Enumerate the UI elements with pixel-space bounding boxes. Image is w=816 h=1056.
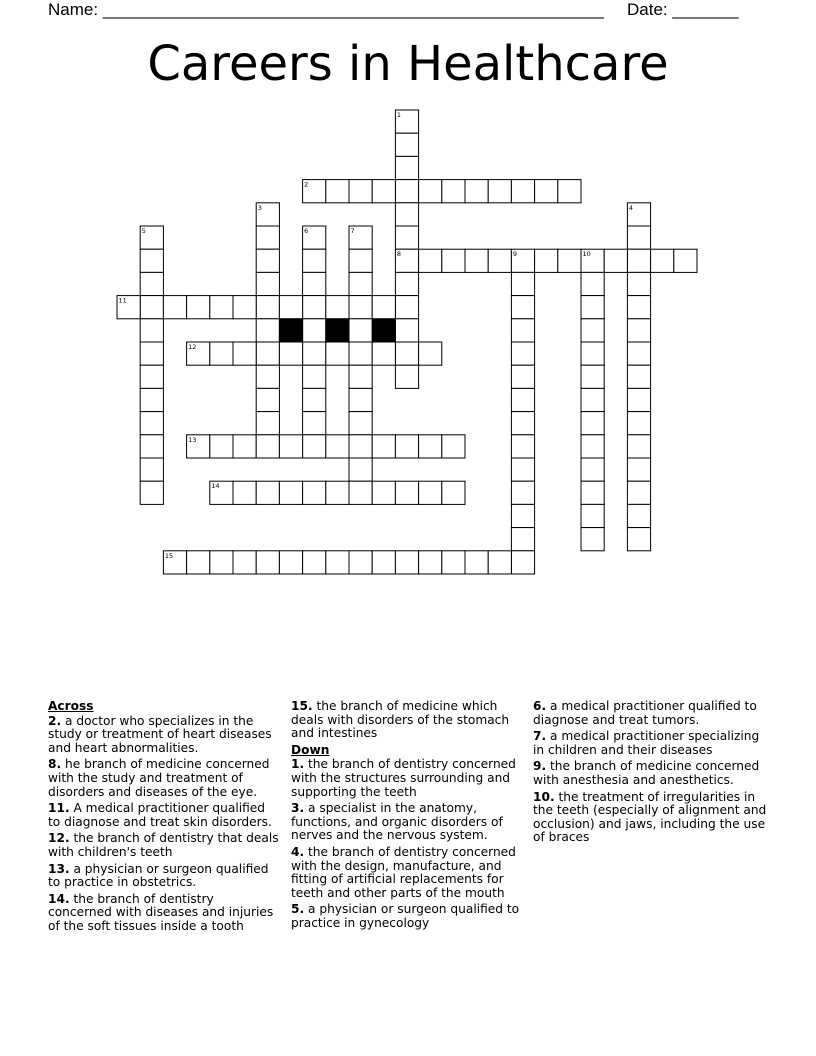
crossword-cell[interactable] [581, 272, 604, 295]
crossword-cell[interactable] [395, 296, 418, 319]
crossword-cell[interactable] [627, 296, 650, 319]
clue-down-7: 7. a medical practitioner specializing in children and their diseases [533, 729, 760, 757]
clue-number-label: 6 [304, 227, 309, 235]
crossword-black-cell [279, 319, 302, 342]
crossword-cell[interactable] [279, 296, 302, 319]
crossword-cell[interactable] [581, 481, 604, 504]
clue-number-label: 9 [512, 250, 518, 259]
crossword-cell[interactable] [674, 249, 697, 272]
crossword-cell[interactable] [233, 481, 256, 504]
crossword-cell[interactable] [442, 180, 465, 203]
down-heading: Down [291, 742, 330, 757]
crossword-cell[interactable] [395, 203, 418, 226]
crossword-cell[interactable] [140, 249, 163, 272]
crossword-black-cell [372, 319, 395, 342]
crossword-cell[interactable] [604, 249, 627, 272]
crossword-cell[interactable] [627, 528, 650, 551]
crossword-cell[interactable] [256, 296, 279, 319]
crossword-cell[interactable] [303, 319, 326, 342]
crossword-cell[interactable] [372, 296, 395, 319]
crossword-cell[interactable] [303, 412, 326, 435]
crossword-cell[interactable] [349, 296, 372, 319]
crossword-cell[interactable] [256, 319, 279, 342]
crossword-cell[interactable] [395, 156, 418, 179]
crossword-cell[interactable] [395, 226, 418, 249]
crossword-cell[interactable] [140, 319, 163, 342]
crossword-cell[interactable] [581, 388, 604, 411]
crossword-cell[interactable] [210, 342, 233, 365]
crossword-cell[interactable] [140, 272, 163, 295]
crossword-cell[interactable] [395, 365, 418, 388]
clues-column-2 [291, 700, 527, 934]
clue-down-1: 1. the branch of dentistry concerned with the structures surrounding and supporting the teeth [291, 757, 516, 799]
crossword-cell[interactable] [627, 249, 650, 272]
clue-down-5: 5. a physician or surgeon qualified to practice in gynecology [291, 902, 520, 930]
clue-number-label: 1 [396, 111, 402, 119]
crossword-cell[interactable] [210, 435, 233, 458]
crossword-cell[interactable] [349, 388, 372, 411]
crossword-cell[interactable] [326, 296, 349, 319]
crossword-cell[interactable] [279, 435, 302, 458]
crossword-cell[interactable] [581, 504, 604, 527]
clues-column-1 [48, 700, 280, 937]
crossword-cell[interactable] [326, 435, 349, 458]
clue-number-label: 2 [304, 180, 309, 189]
clue-number-label: 11 [118, 296, 127, 305]
crossword-cell[interactable] [372, 551, 395, 574]
crossword-cell[interactable] [349, 249, 372, 272]
crossword-cell[interactable] [627, 272, 650, 295]
crossword-cell[interactable] [627, 481, 650, 504]
crossword-cell[interactable] [187, 551, 210, 574]
crossword-cell[interactable] [511, 412, 534, 435]
page-title: Careers in Healthcare [147, 36, 669, 92]
clue-down-6: 6. a medical practitioner qualified to diagnose and treat tumors. [533, 699, 757, 727]
crossword-cell[interactable] [326, 342, 349, 365]
crossword-cell[interactable] [581, 528, 604, 551]
crossword-cell[interactable] [256, 412, 279, 435]
crossword-cell[interactable] [256, 272, 279, 295]
crossword-cell[interactable] [535, 249, 558, 272]
crossword-cell[interactable] [256, 481, 279, 504]
crossword-cell[interactable] [558, 180, 581, 203]
crossword-cell[interactable] [395, 272, 418, 295]
clue-number-label: 14 [211, 482, 220, 491]
crossword-cell[interactable] [303, 342, 326, 365]
crossword-cell[interactable] [256, 226, 279, 249]
crossword-cell[interactable] [511, 388, 534, 411]
crossword-cell[interactable] [651, 249, 674, 272]
crossword-cell[interactable] [303, 435, 326, 458]
crossword-cell[interactable] [511, 504, 534, 527]
crossword-cell[interactable] [349, 342, 372, 365]
crossword-cell[interactable] [210, 551, 233, 574]
clue-down-4: 4. the branch of dentistry concerned with the design, manufacture, and fitting of artificial replacements for teeth and other parts of the mouth [291, 844, 516, 900]
crossword-cell[interactable] [442, 435, 465, 458]
crossword-cell[interactable] [581, 319, 604, 342]
crossword-cell[interactable] [488, 551, 511, 574]
clue-across-12: 12. the branch of dentistry that deals with children's teeth [48, 831, 279, 859]
crossword-cell[interactable] [256, 388, 279, 411]
clue-number-label: 4 [628, 203, 634, 212]
crossword-cell[interactable] [303, 272, 326, 295]
crossword-cell[interactable] [511, 272, 534, 295]
crossword-cell[interactable] [349, 458, 372, 481]
crossword-cell[interactable] [581, 296, 604, 319]
crossword-cell[interactable] [395, 481, 418, 504]
crossword-cell[interactable] [465, 551, 488, 574]
crossword-cell[interactable] [349, 551, 372, 574]
crossword-cell[interactable] [279, 481, 302, 504]
crossword-cell[interactable] [627, 388, 650, 411]
crossword-cell[interactable] [326, 180, 349, 203]
crossword-cell[interactable] [303, 296, 326, 319]
crossword-cell[interactable] [395, 551, 418, 574]
crossword-cell[interactable] [581, 412, 604, 435]
crossword-cell[interactable] [303, 481, 326, 504]
crossword-cell[interactable] [511, 458, 534, 481]
crossword-cell[interactable] [140, 481, 163, 504]
name-field-label: Name: _____________________________________________________ [48, 0, 604, 19]
crossword-cell[interactable] [511, 551, 534, 574]
crossword-cell[interactable] [140, 296, 163, 319]
clue-across-15: 15. the branch of medicine which deals with disorders of the stomach and intestines [291, 699, 510, 741]
clue-number-label: 13 [188, 435, 197, 444]
clue-number-label: 7 [350, 227, 355, 235]
clue-number-label: 5 [141, 227, 146, 235]
across-heading: Across [48, 699, 94, 713]
crossword-cell[interactable] [187, 296, 210, 319]
crossword-cell[interactable] [303, 249, 326, 272]
crossword-cell[interactable] [511, 296, 534, 319]
crossword-cell[interactable] [488, 249, 511, 272]
crossword-cell[interactable] [511, 528, 534, 551]
crossword-cell[interactable] [419, 249, 442, 272]
crossword-cell[interactable] [349, 412, 372, 435]
crossword-cell[interactable] [627, 342, 650, 365]
crossword-cell[interactable] [140, 458, 163, 481]
clue-number-label: 10 [582, 250, 591, 259]
crossword-cell[interactable] [349, 481, 372, 504]
crossword-cell[interactable] [233, 435, 256, 458]
crossword-cell[interactable] [256, 551, 279, 574]
crossword-cell[interactable] [511, 180, 534, 203]
crossword-cell[interactable] [627, 412, 650, 435]
crossword-cell[interactable] [419, 180, 442, 203]
clue-across-13: 13. a physician or surgeon qualified to practice in obstetrics. [48, 861, 269, 890]
crossword-cell[interactable] [511, 435, 534, 458]
clue-number-label: 3 [257, 203, 262, 212]
crossword-cell[interactable] [163, 296, 186, 319]
crossword-cell[interactable] [303, 388, 326, 411]
crossword-cell[interactable] [279, 551, 302, 574]
clue-across-8: 8. he branch of medicine concerned with the study and treatment of disorders and diseases of the eye. [48, 757, 270, 799]
date-field-label: Date: _______ [627, 0, 739, 19]
crossword-cell[interactable] [233, 296, 256, 319]
clue-number-label: 15 [164, 551, 174, 560]
clue-across-2: 2. a doctor who specializes in the study or treatment of heart diseases and heart abnormalities. [48, 713, 272, 755]
crossword-cell[interactable] [279, 342, 302, 365]
crossword-cell[interactable] [372, 342, 395, 365]
clue-down-10: 10. the treatment of irregularities in the teeth (especially of alignment and occlusion) and jaws, including the use of braces [533, 789, 767, 845]
crossword-cell[interactable] [326, 481, 349, 504]
crossword-cell[interactable] [511, 481, 534, 504]
crossword-cell[interactable] [627, 319, 650, 342]
clue-number-label: 8 [396, 250, 402, 259]
crossword-cell[interactable] [256, 249, 279, 272]
crossword-cell[interactable] [140, 388, 163, 411]
crossword-cell[interactable] [140, 365, 163, 388]
crossword-cell[interactable] [395, 435, 418, 458]
crossword-cell[interactable] [581, 365, 604, 388]
crossword-cell[interactable] [627, 365, 650, 388]
crossword-cell[interactable] [140, 412, 163, 435]
crossword-black-cell [326, 319, 349, 342]
crossword-cell[interactable] [442, 249, 465, 272]
crossword-cell[interactable] [535, 180, 558, 203]
crossword-cell[interactable] [349, 365, 372, 388]
crossword-cell[interactable] [233, 551, 256, 574]
crossword-cell[interactable] [395, 342, 418, 365]
crossword-cell[interactable] [256, 342, 279, 365]
clue-down-9: 9. the branch of medicine concerned with anesthesia and anesthetics. [533, 759, 760, 787]
crossword-cell[interactable] [581, 342, 604, 365]
crossword-cell[interactable] [395, 319, 418, 342]
crossword-cell[interactable] [303, 551, 326, 574]
crossword-cell[interactable] [419, 551, 442, 574]
crossword-cell[interactable] [140, 435, 163, 458]
crossword-cell[interactable] [558, 249, 581, 272]
crossword-cell[interactable] [419, 481, 442, 504]
crossword-cell[interactable] [395, 180, 418, 203]
crossword-cell[interactable] [442, 551, 465, 574]
crossword-cell[interactable] [349, 435, 372, 458]
crossword-cell[interactable] [465, 180, 488, 203]
crossword-cell[interactable] [581, 458, 604, 481]
crossword-cell[interactable] [256, 435, 279, 458]
crossword-cell[interactable] [256, 365, 279, 388]
crossword-cell[interactable] [511, 365, 534, 388]
crossword-cell[interactable] [511, 319, 534, 342]
crossword-cell[interactable] [395, 133, 418, 156]
crossword-cell[interactable] [372, 435, 395, 458]
clue-down-3: 3. a specialist in the anatomy, functions, and organic disorders of nerves and the nervous system. [291, 801, 503, 843]
crossword-cell[interactable] [140, 342, 163, 365]
crossword-cell[interactable] [210, 296, 233, 319]
crossword-cell[interactable] [419, 342, 442, 365]
crossword-cell[interactable] [349, 319, 372, 342]
crossword-cell[interactable] [488, 180, 511, 203]
crossword-cell[interactable] [627, 435, 650, 458]
clue-number-label: 12 [188, 343, 197, 351]
crossword-cell[interactable] [511, 342, 534, 365]
clue-across-14: 14. the branch of dentistry concerned with diseases and injuries of the soft tissues inside a tooth [48, 891, 274, 933]
crossword-cell[interactable] [627, 226, 650, 249]
crossword-cell[interactable] [326, 551, 349, 574]
crossword-cell[interactable] [372, 180, 395, 203]
clue-across-11: 11. A medical practitioner qualified to diagnose and treat skin disorders. [48, 801, 272, 829]
crossword-cell[interactable] [442, 481, 465, 504]
crossword-cell[interactable] [581, 435, 604, 458]
clues-column-3 [533, 700, 769, 848]
crossword-cell[interactable] [627, 458, 650, 481]
crossword-cell[interactable] [627, 504, 650, 527]
crossword-cell[interactable] [233, 342, 256, 365]
crossword-cell[interactable] [303, 365, 326, 388]
crossword-cell[interactable] [465, 249, 488, 272]
crossword-cell[interactable] [372, 481, 395, 504]
crossword-cell[interactable] [349, 272, 372, 295]
crossword-cell[interactable] [349, 180, 372, 203]
crossword-cell[interactable] [419, 435, 442, 458]
